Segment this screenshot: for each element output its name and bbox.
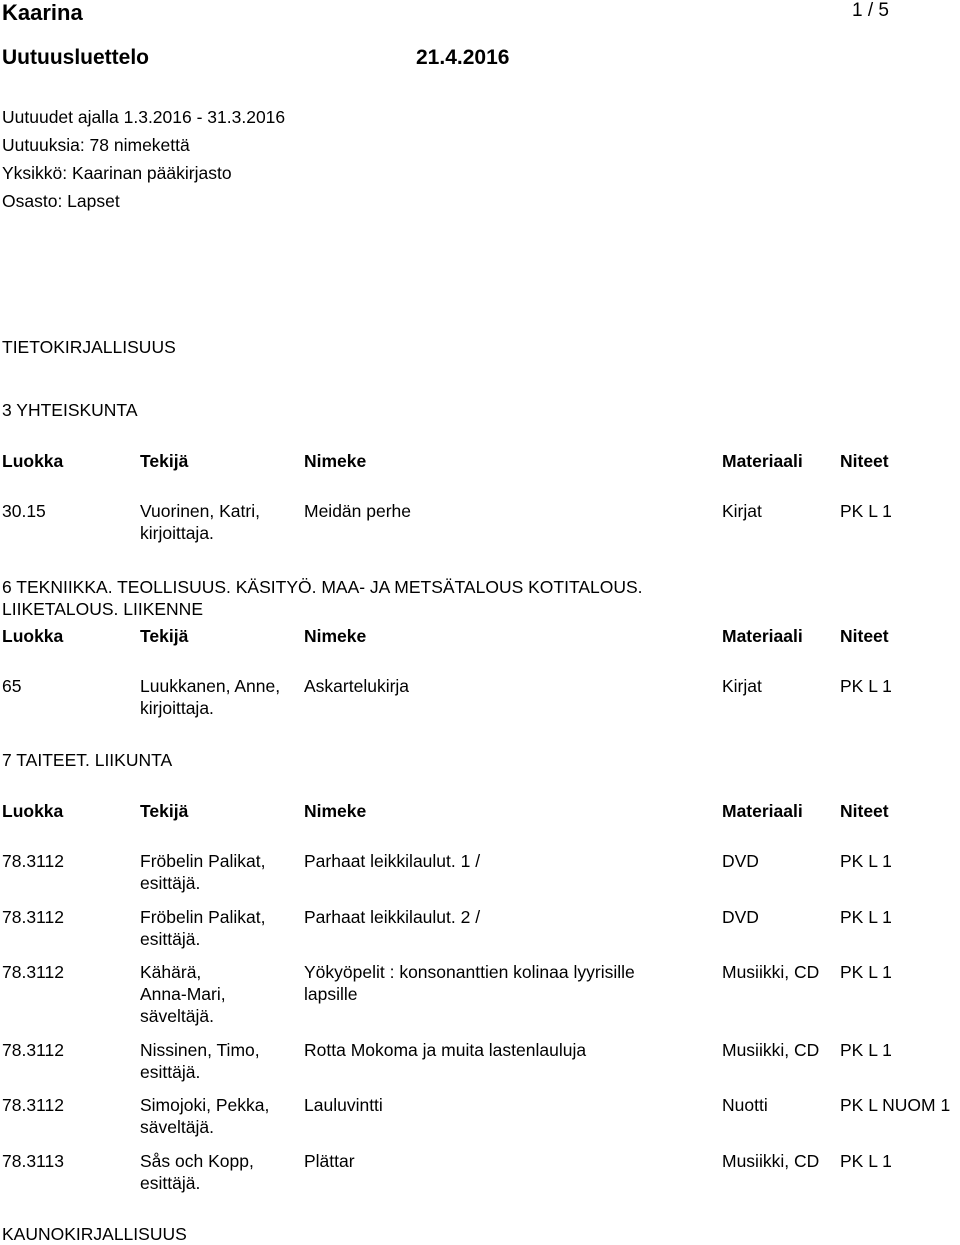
list-title: Uutuusluettelo: [2, 46, 149, 69]
cell-materiaali: Kirjat: [722, 501, 762, 521]
section-title: 6 TEKNIIKKA. TEOLLISUUS. KÄSITYÖ. MAA- JA METSÄTALOUS KOTITALOUS. LIIKETALOUS. LIIKENNE: [2, 577, 643, 619]
category-heading-next: KAUNOKIRJALLISUUS: [2, 1224, 187, 1244]
col-materiaali: Materiaali: [722, 626, 803, 646]
cell-tekija: Luukkanen, Anne, kirjoittaja.: [140, 676, 281, 718]
cell-tekija: Fröbelin Palikat, esittäjä.: [140, 851, 266, 893]
cell-materiaali: Musiikki, CD: [722, 1151, 820, 1171]
meta-period: Uutuudet ajalla 1.3.2016 - 31.3.2016: [2, 107, 286, 127]
cell-materiaali: DVD: [722, 851, 759, 871]
cell-niteet: PK L 1: [840, 676, 892, 696]
cell-nimeke: Parhaat leikkilaulut. 2 /: [304, 907, 481, 927]
col-nimeke: Nimeke: [304, 626, 367, 646]
cell-nimeke: Meidän perhe: [304, 501, 412, 521]
library-name: Kaarina: [2, 0, 83, 25]
meta-unit: Yksikkö: Kaarinan pääkirjasto: [2, 163, 232, 183]
col-tekija: Tekijä: [140, 626, 189, 646]
col-materiaali: Materiaali: [722, 801, 803, 821]
cell-nimeke: Plättar: [304, 1151, 355, 1171]
col-luokka: Luokka: [2, 801, 64, 821]
cell-niteet: PK L 1: [840, 501, 892, 521]
col-nimeke: Nimeke: [304, 801, 367, 821]
cell-tekija: Kähärä, Anna-Mari, säveltäjä.: [140, 962, 226, 1026]
section-title: 3 YHTEISKUNTA: [2, 400, 138, 420]
cell-nimeke: Rotta Mokoma ja muita lastenlauluja: [304, 1040, 587, 1060]
cell-nimeke: Yökyöpelit : konsonanttien kolinaa lyyrisille lapsille: [304, 962, 635, 1004]
cell-materiaali: Nuotti: [722, 1095, 768, 1115]
cell-niteet: PK L 1: [840, 1040, 892, 1060]
cell-luokka: 78.3112: [2, 907, 64, 927]
list-date: 21.4.2016: [416, 46, 510, 69]
col-tekija: Tekijä: [140, 801, 189, 821]
cell-luokka: 65: [2, 676, 22, 696]
cell-tekija: Simojoki, Pekka, säveltäjä.: [140, 1095, 270, 1137]
cell-materiaali: DVD: [722, 907, 759, 927]
col-luokka: Luokka: [2, 451, 64, 471]
cell-luokka: 78.3112: [2, 1095, 64, 1115]
meta-count: Uutuuksia: 78 nimekettä: [2, 135, 190, 155]
col-niteet: Niteet: [840, 801, 889, 821]
cell-luokka: 78.3113: [2, 1151, 64, 1171]
cell-luokka: 78.3112: [2, 1040, 64, 1060]
cell-tekija: Fröbelin Palikat, esittäjä.: [140, 907, 266, 949]
cell-materiaali: Musiikki, CD: [722, 1040, 820, 1060]
col-nimeke: Nimeke: [304, 451, 367, 471]
col-niteet: Niteet: [840, 451, 889, 471]
col-tekija: Tekijä: [140, 451, 189, 471]
section-title: 7 TAITEET. LIIKUNTA: [2, 750, 173, 770]
cell-tekija: Sås och Kopp, esittäjä.: [140, 1151, 254, 1193]
cell-niteet: PK L NUOM 1: [840, 1095, 951, 1115]
category-heading: TIETOKIRJALLISUUS: [2, 337, 176, 357]
meta-department: Osasto: Lapset: [2, 191, 120, 211]
cell-nimeke: Parhaat leikkilaulut. 1 /: [304, 851, 481, 871]
cell-tekija: Nissinen, Timo, esittäjä.: [140, 1040, 260, 1082]
cell-luokka: 78.3112: [2, 851, 64, 871]
cell-nimeke: Askartelukirja: [304, 676, 410, 696]
cell-materiaali: Kirjat: [722, 676, 762, 696]
cell-tekija: Vuorinen, Katri, kirjoittaja.: [140, 501, 260, 543]
col-niteet: Niteet: [840, 626, 889, 646]
cell-niteet: PK L 1: [840, 851, 892, 871]
col-materiaali: Materiaali: [722, 451, 803, 471]
cell-luokka: 78.3112: [2, 962, 64, 982]
col-luokka: Luokka: [2, 626, 64, 646]
cell-nimeke: Lauluvintti: [304, 1095, 383, 1115]
cell-niteet: PK L 1: [840, 907, 892, 927]
cell-luokka: 30.15: [2, 501, 46, 521]
page-number: 1 / 5: [852, 0, 889, 21]
cell-niteet: PK L 1: [840, 1151, 892, 1171]
cell-niteet: PK L 1: [840, 962, 892, 982]
cell-materiaali: Musiikki, CD: [722, 962, 820, 982]
